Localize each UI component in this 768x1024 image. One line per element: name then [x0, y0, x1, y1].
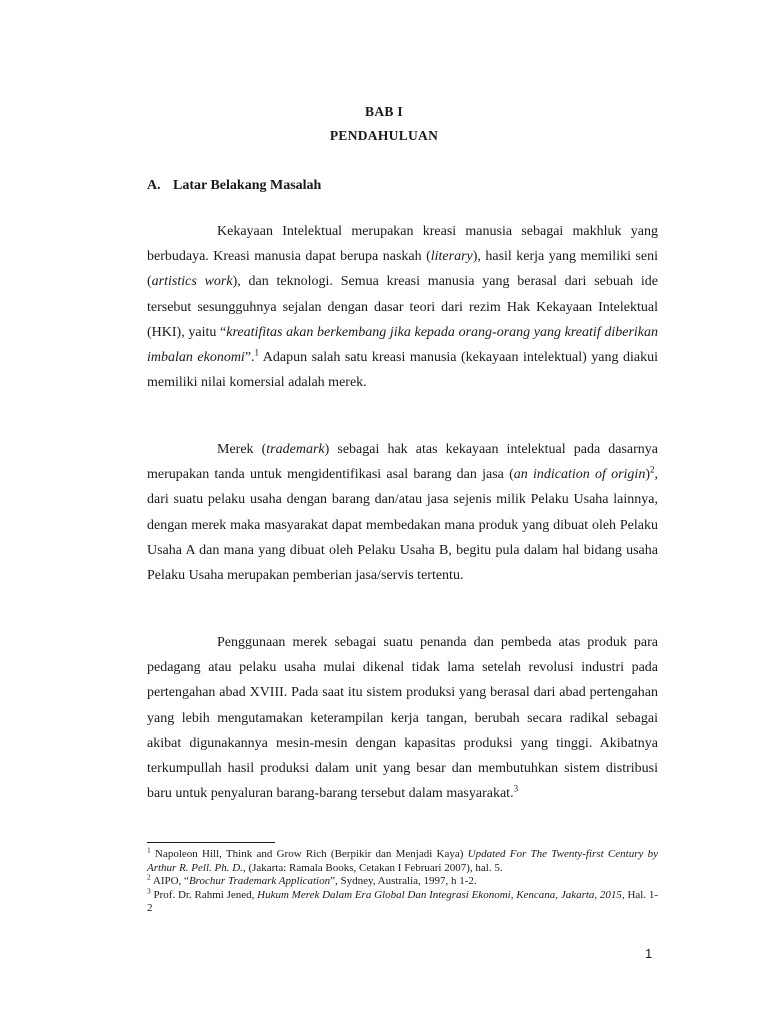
footnote-mark: 3	[147, 885, 151, 895]
paragraph-3	[147, 630, 658, 806]
text-run: ”, Sydney, Australia, 1997, h 1-2.	[330, 875, 477, 887]
text-run: ), hasil kerja yang memiliki seni (	[147, 249, 658, 290]
paragraph-1	[147, 219, 658, 395]
page-number: 1	[645, 946, 653, 961]
footnote-mark: 2	[147, 872, 151, 882]
section-number: A.	[147, 178, 161, 193]
footnote-2	[147, 872, 658, 889]
italic-text: Hukum Merek Dalam Era Global Dan Integrasi Ekonomi, Kencana, Jakarta, 2015	[257, 888, 622, 901]
section-heading	[147, 178, 321, 194]
paragraph-2	[147, 437, 658, 588]
text-run: Adapun salah satu kreasi manusia (kekayaan intelektual) yang diakui memiliki nilai komersial adalah merek.	[147, 350, 658, 391]
italic-text: trademark	[266, 442, 325, 457]
italic-text: Brochur Trademark Application	[188, 875, 331, 887]
italic-text: Updated For The Twenty-first Century by Arthur R. Pell. Ph. D.	[147, 848, 658, 874]
chapter-number: BAB I	[365, 104, 403, 119]
text-run: ) sebagai hak atas kekayaan intelektual pada dasarnya merupakan tanda untuk mengidentifikasi asal barang dan jasa (	[147, 442, 658, 483]
text-run: Prof. Dr. Rahmi Jened,	[150, 888, 258, 901]
text-run: , Hal. 1-2	[147, 888, 659, 914]
footnotes	[147, 845, 659, 916]
text-run: Kekayaan Intelektual merupakan kreasi manusia sebagai makhluk yang berbudaya. Kreasi manusia dapat berupa naskah (	[147, 224, 658, 265]
footnote-3	[147, 885, 659, 916]
text-run: Penggunaan merek sebagai suatu penanda dan pembeda atas produk para pedagang atau pelaku usaha mulai dikenal tidak lama setelah revolusi industri pada pertengahan abad XVIII. Pada saat itu sistem produksi yang berasal dari abad pertengahan yang lebih mengutamakan keterampilan kerja tangan, berubah secara radikal sebagai akibat digunakannya mesin-mesin dengan kapasitas produksi yang tinggi. Akibatnya terkumpullah hasil produksi dalam unit yang besar dan membutuhkan sistem distribusi baru untuk penyaluran barang-barang tersebut dalam masyarakat.	[147, 635, 658, 802]
footnote-reference[interactable]: 3	[513, 783, 519, 794]
footnote-separator	[147, 842, 275, 843]
footnote-reference[interactable]: 2	[650, 464, 655, 475]
italic-text: kreatifitas akan berkembang jika kepada orang-orang yang kreatif diberikan imbalan ekonomi	[147, 324, 659, 366]
text-run: AIPO, “	[150, 875, 189, 887]
footnote-1	[147, 845, 658, 875]
text-run: , (Jakarta: Ramala Books, Cetakan I Februari 2007), hal. 5.	[242, 861, 503, 874]
italic-text: an indication of origin	[513, 467, 646, 483]
footnote-reference[interactable]: 1	[254, 347, 260, 358]
section-title: Latar Belakang Masalah	[173, 178, 322, 193]
text-run: , dari suatu pelaku usaha dengan barang dan/atau jasa sejenis milik Pelaku Usaha lainnya, dengan merek maka masyarakat dapat membedakan mana produk yang dibuat oleh Pelaku Usaha A dan mana yang dibuat oleh Pelaku Usaha B, begitu pula dalam hal bidang usaha Pelaku Usaha merupakan pemberian jasa/servis tertentu.	[147, 467, 658, 584]
text-run: Napoleon Hill, Think and Grow Rich (Berpikir dan Menjadi Kaya)	[150, 848, 468, 860]
chapter-title: PENDAHULUAN	[329, 128, 439, 143]
footnote-mark: 1	[147, 845, 151, 855]
text-run: Merek (	[217, 442, 267, 457]
text-run: ), dan teknologi. Semua kreasi manusia yang berasal dari sebuah ide tersebut sesungguhnya sejalan dengan dasar teori dari rezim Hak Kekayaan Intelektual (HKI), yaitu “	[147, 274, 658, 340]
italic-text: artistics work	[151, 274, 233, 290]
italic-text: literary	[430, 249, 473, 265]
text-run: ”.	[244, 350, 255, 366]
text-run: )	[645, 467, 650, 483]
